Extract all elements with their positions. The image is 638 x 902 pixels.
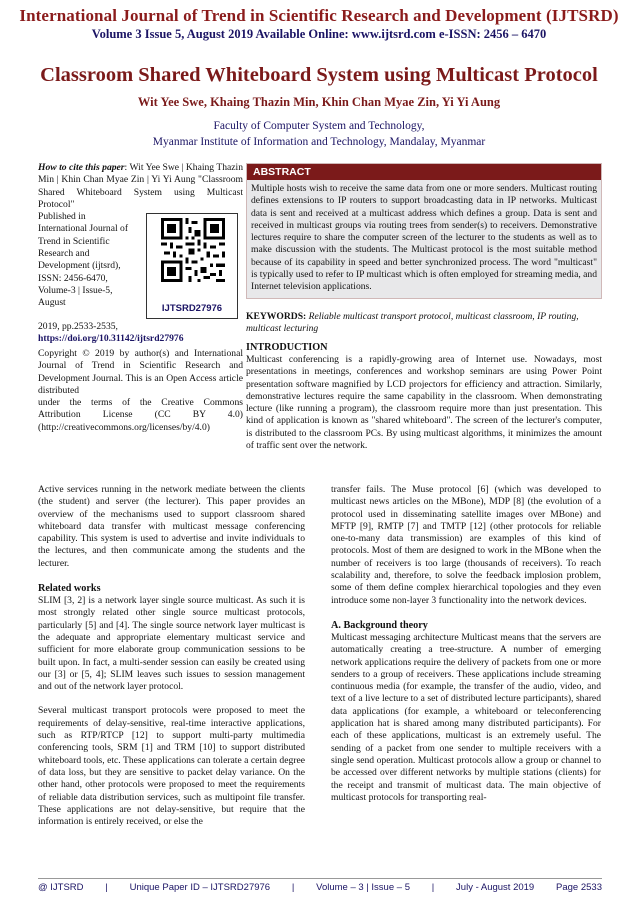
- keywords-label: KEYWORDS:: [246, 311, 307, 322]
- affiliation-line-2: Myanmar Institute of Information and Technology, Mandalay, Myanmar: [152, 136, 486, 148]
- doi-link[interactable]: https://doi.org/10.31142/ijtsrd27976: [38, 333, 184, 345]
- copyright-text: Copyright © 2019 by author(s) and International Journal of Trend in Scientific Research and Development Journal. This is an Open Access article distributed: [38, 348, 243, 396]
- citation-middle: [38, 211, 243, 321]
- abstract-body: Multiple hosts wish to receive the same data from one or more senders. Multicast routing defines extensions to IP routers to support broadcasting data in IP networks. Multicast data is sent and received at a multicast address which defines a group. Data is sent and received in multicast groups via routing trees from sender(s) to receivers. Demonstrative lectures require to share the computer screen of the lecturer to the students as well as to make discussion with the students. The Multicast protocol is the most suitable method because of its capability in speed and better synchronized process. The word "multicast" is typically used to refer to IP multicast which is often employed for streaming media, and Internet television applications.: [247, 180, 601, 298]
- footer-separator: |: [291, 882, 295, 893]
- paper-id-label: IJTSRD27976: [161, 303, 223, 315]
- citation-block: [38, 162, 243, 344]
- related-works-paragraph-3: transfer fails. The Muse protocol [6] (which was developed to multicast news articles on the MBone), MDP [8] (the evolution of a protocol used in disseminating satellite images over MBone) and MFTP [9], RMTP [7] and TMTP [12] (other protocols for reliable one-to-many data transmission) are examples of this kind of protocols. Most of them are designed to work in the MBone when the number of receivers is too large (thousands of receivers). To reach scalability and, therefore, to solve the feedback implosion problem, some of them define complex hierarchical topologies and they even introduce some non-layer 3 functionality into the network devices.: [331, 484, 601, 606]
- left-column: [38, 484, 305, 828]
- introduction-continued: Active services running in the network mediate between the clients (the student) and server (the lecturer). This paper provides an overview of the mechanisms used to support classroom shared whiteboard data transfer with multicast message conferencing capability. This system is used to advertise and invite individuals to the lectures, and then communicate among the students and the lecturer.: [38, 484, 305, 569]
- citation-top: [38, 162, 243, 211]
- copyright-block: [38, 348, 243, 434]
- introduction-body: Multicast conferencing is a rapidly-growing area of Internet use. Nowadays, most presentations in meetings, conferences and workshop seminars are using Power Point presentation software magnified by LCD projectors for efficiency and attraction. Similarly, demonstrative lectures require the same capability in the classroom. When demonstrating lecture (like running a program), the classroom require more than just presentation. This kind of application is known as "shared whiteboard". The screen of the lecturer's computer, is distributed to the classroom PCs. By using multicast algorithms, it minimizes the amount of traffic sent over the network.: [246, 354, 602, 452]
- footer-journal: @ IJTSRD: [38, 882, 84, 893]
- citation-tail: 2019, pp.2533-2535,: [38, 321, 118, 333]
- citation-top-text: : Wit Yee Swe | Khaing Thazin Min | Khin Chan Myae Zin | Yi Yi Aung "Classroom Shared Whiteboard System using Multicast Protocol": [38, 162, 243, 210]
- related-works-heading: Related works: [38, 583, 101, 595]
- citation-published-text: Published in International Journal of Trend in Scientific Research and Development (ijtsrd), ISSN: 2456-6470, Volume-3 | Issue-5, August: [38, 211, 129, 309]
- introduction-heading: INTRODUCTION: [246, 342, 328, 353]
- page-footer: [38, 882, 602, 893]
- related-works-paragraph-2: Several multicast transport protocols were proposed to meet the requirements of delay-sensitive, real-time interactive applications, such as RTP/RTCP [12] to support multi-party multimedia conferencing tools, SRM [1] and TRM [10] to support distributed whiteboard tools, etc. These applications can tolerate a certain degree of data loss, but they are sensitive to packet delay variance. On the other hand, other protocols were proposed to meet the requirements of reliable data distribution services, such as multipoint file transfer. These applications are not delay-sensitive, but require that the information is entirely received, or else the: [38, 705, 305, 828]
- affiliation-line-1: Faculty of Computer System and Technology,: [213, 120, 425, 132]
- keywords-text: Reliable multicast transport protocol, multicast classroom, IP routing, multicast lecturing: [246, 311, 579, 335]
- related-works-paragraph-1: SLIM [3, 2] is a network layer single source multicast. As such it is most strongly related other single source multicast protocols, particularly [5] and [4]. The single source network layer multicast is the adequate and appropriate elementary multicast service and sufficient for more elaborate group communication sessions to be built upon. In fact, a multi-sender session can easily be created using our [3] or [5, 4]; SLIM leaves such issues to session management and out of the network layer protocol.: [38, 595, 305, 693]
- volume-line: Volume 3 Issue 5, August 2019 Available Online: www.ijtsrd.com e-ISSN: 2456 – 6470: [91, 27, 547, 41]
- license-text: under the terms of the Creative Commons Attribution License (CC BY 4.0) (http://creativecommons.org/licenses/by/4.0): [38, 397, 243, 433]
- footer-volume: Volume – 3 | Issue – 5: [316, 882, 410, 893]
- background-heading: A. Background theory: [331, 619, 428, 631]
- footer-separator: |: [105, 882, 108, 893]
- abstract-box: [246, 163, 602, 299]
- qr-code-icon: [161, 218, 225, 282]
- footer-divider: [38, 878, 602, 879]
- footer-page: Page 2533: [556, 882, 602, 893]
- keywords: [246, 311, 602, 336]
- authors: Wit Yee Swe, Khaing Thazin Min, Khin Chan Myae Zin, Yi Yi Aung: [137, 95, 501, 109]
- journal-title: International Journal of Trend in Scientific Research and Development (IJTSRD): [19, 6, 619, 25]
- abstract-heading: ABSTRACT: [247, 164, 601, 180]
- footer-separator: |: [431, 882, 435, 893]
- background-body: Multicast messaging architecture Multicast means that the servers are automatically creating a tree-structure. A number of emerging network applications require the delivery of packets from one or more senders to a group of receivers. These applications include streaming continuous media (for example, the transfer of the audio, video, and text of a live lecture to a set of distributed lecture participants), shared data applications (for example, a whiteboard or teleconferencing application hat is shared among many distributed participants). For each of these applications, multicast is an extremely useful. The sending of a packet from one sender to multiple receivers with a single send operation. Multicast protocols allow a group or channel to be accessed over different networks by multiple stations (clients) for the receipt and transmit of multicast data. The main objective of multicast protocols for transporting real-: [331, 631, 601, 803]
- paper-title: Classroom Shared Whiteboard System using Multicast Protocol: [40, 64, 598, 86]
- footer-paper-id: Unique Paper ID – IJTSRD27976: [129, 882, 271, 893]
- footer-date: July - August 2019: [456, 882, 535, 893]
- right-column: [331, 484, 601, 804]
- citation-label: How to cite this paper: [38, 162, 125, 173]
- qr-code-box: [146, 213, 238, 319]
